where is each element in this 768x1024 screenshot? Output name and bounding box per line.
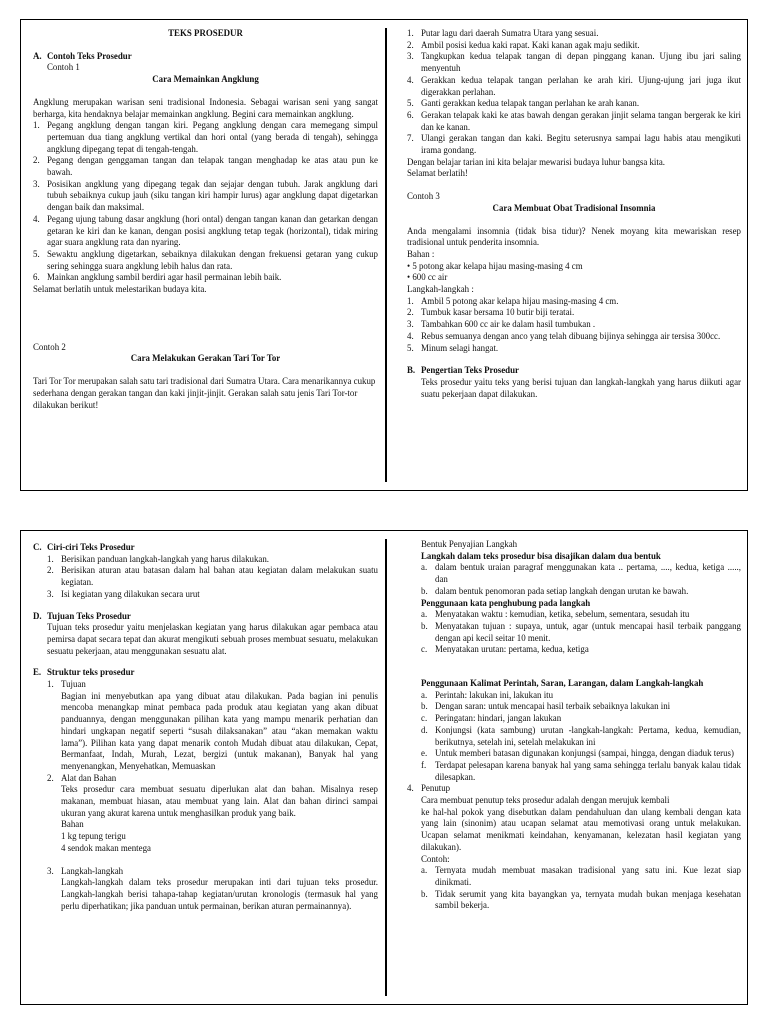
example-3-intro: Anda mengalami insomnia (tidak bisa tidur)? Nenek moyang kita mewariskan resep tradisional untuk penderita insomnia. <box>407 225 741 248</box>
list-item: 4. Gerakkan kedua telapak tangan perlahan ke arah kiri. Ujung-ujung jari juga ikut digerakkan perlahan. <box>407 74 741 97</box>
list-item: b. Menyatakan tujuan : supaya, untuk, agar (untuk mencapai hasil terbaik panggang dengan api kecil seitar 10 menit. <box>421 620 741 643</box>
section-e-label: E. <box>33 667 42 678</box>
list-item: 5. Ganti gerakkan kedua telapak tangan perlahan ke arah kanan. <box>407 98 640 109</box>
section-e-title: Struktur teks prosedur <box>47 667 135 678</box>
section-b-heading <box>407 365 741 377</box>
presentation-subheading: Langkah dalam teks prosedur bisa disajikan dalam dua bentuk <box>421 550 661 561</box>
list-item: f. Terdapat pelesapan karena banyak hal yang sama sehingga terlalu banyak kalau tidak dilesapkan. <box>421 759 741 782</box>
list-item: 7. Ulangi gerakan tangan dan kaki. Begitu seterusnya sampai lagu habis atau mengikuti irama gondang. <box>407 133 741 156</box>
list-item: a. Perintah: lakukan ini, lakukan itu <box>421 689 554 700</box>
example-1-intro: Angklung merupakan warisan seni tradisional Indonesia. Sebagai warisan seni yang sangat berharga, kita hendaknya belajar memainkan angklung. Begini cara memainkan angklung. <box>33 96 378 119</box>
list-item: 1. Ambil 5 potong akar kelapa hijau masing-masing 4 cm. <box>407 295 619 306</box>
example-2-label: Contoh 2 <box>33 341 66 352</box>
example-3-title: Cara Membuat Obat Tradisional Insomnia <box>492 202 656 213</box>
closing-text: ke hal-hal pokok yang disebutkan dalam pendahuluan dan ulang kembali dengan kata yang lain (sinonim) atau ucapan selamat atau memotivasi orang untuk melakukan. Ucapan selamat menikmati keindahan, kenyamanan, kelezatan hasil kegiatan yang dilakukan). <box>421 806 741 852</box>
list-item: 2. Pegang dengan genggaman tangan dan telapak tangan menghadap ke atas atau pun ke bawah. <box>33 155 378 178</box>
closing-title: Penutup <box>421 783 451 794</box>
structure-part-3: 3. Langkah-langkah Langkah-langkah dalam teks prosedur merupakan inti dari tujuan teks prosedur. Langkah-langkah berisi tahapa-tahap kegiatan/urutan kronologis (termasuk hal yang perlu diperhatikan; jika panduan untuk permainan, berikan aturan permainannya). <box>47 865 378 911</box>
conjunction-list <box>407 609 741 656</box>
structure-part-2-bahan: Bahan <box>61 819 84 830</box>
example-3-bahan-item: • 600 cc air <box>407 272 448 283</box>
page-one <box>20 19 748 491</box>
structure-part-3-text: Langkah-langkah dalam teks prosedur merupakan inti dari tujuan teks prosedur. Langkah-langkah berisi tahapa-tahap kegiatan/urutan kronologis (termasuk hal yang perlu diperhatikan; jika panduan untuk permainan, berikan aturan permainannya). <box>61 877 378 911</box>
page-two-right-column <box>407 539 741 912</box>
page-two-left-column <box>33 539 378 912</box>
list-item: a. Menyatakan waktu : kemudian, ketika, sebelum, sementara, sesudah itu <box>421 609 690 620</box>
list-item: 2. Tumbuk kasar bersama 10 butir biji teratai. <box>407 307 575 318</box>
structure-part-1-title: Tujuan <box>61 679 86 690</box>
closing-example-label: Contoh: <box>421 853 450 864</box>
section-a-heading <box>33 51 378 63</box>
example-1-steps <box>33 120 378 284</box>
list-item: c. Menyatakan urutan: pertama, kedua, ketiga <box>421 644 589 655</box>
example-3-steps-label: Langkah-langkah : <box>407 284 474 295</box>
list-item: c. Peringatan: hindari, jangan lakukan <box>421 713 562 724</box>
list-item: 1. Berisikan panduan langkah-langkah yang harus dilakukan. <box>47 553 270 564</box>
structure-part-2: 2. Alat dan Bahan Teks prosedur cara membuat sesuatu diperlukan alat dan bahan. Misalnya resep makanan, membuat hiasan, atau membuat yang lain. Alat dan bahan dirinci sampai ukuran yang akurat karena untuk menghasilkan produk yang baik. Bahan 1 kg tepung terigu 4 sendok makan mentega <box>47 772 378 853</box>
list-item: 6. Gerakan telapak kaki ke atas bawah dengan gerakan jinjit selama tangan bergerak ke kiri dan ke kanan. <box>407 109 741 132</box>
column-divider <box>385 28 387 482</box>
presentation-list <box>407 562 741 597</box>
structure-part-2-text: Teks prosedur cara membuat sesuatu diperlukan alat dan bahan. Misalnya resep makanan, membuat hiasan, atau membuat yang lain. Alat dan bahan dirinci sampai ukuran yang akurat karena untuk menghasilkan produk yang baik. <box>61 784 378 818</box>
example-2-steps <box>407 28 741 157</box>
conjunction-heading: Penggunaan kata penghubung pada langkah <box>421 597 591 608</box>
example-1-title: Cara Memainkan Angklung <box>152 74 259 85</box>
structure-part-2-bahan-item: 4 sendok makan mentega <box>61 842 151 853</box>
example-2-closing: Dengan belajar tarian ini kita belajar mewarisi budaya luhur bangsa kita. <box>407 156 666 167</box>
example-3-label: Contoh 3 <box>407 191 440 202</box>
page-two <box>20 530 748 1005</box>
structure-part-1-text: Bagian ini menyebutkan apa yang dibuat atau dilakukan. Pada bagian ini penulis mencoba menangkap minat pembaca pada produk atau kegiatan yang akan dibuat panduannya, dengan menggunakan pilihan kata yang mampu menarik perhatian dan hindari ungkapan negatif seperti “susah dilaksanakan” atau “akan memakan waktu lama”). Pilihan kata yang dapat menarik contoh Mudah dibuat atau dilakukan, Cepat, Bermanfaat, Indah, Murah, Lezat, bergizi (untuk makanan), Banyak hal yang menyenangkan, Menyehatkan, Memuaskan <box>61 690 378 771</box>
section-a-title: Contoh Teks Prosedur <box>47 50 132 61</box>
example-3-bahan-item: • 5 potong akar kelapa hijau masing-masing 4 cm <box>407 260 583 271</box>
example-2-greeting: Selamat berlatih! <box>407 168 468 179</box>
document-title: TEKS PROSEDUR <box>168 28 243 38</box>
section-e-heading <box>33 667 378 679</box>
list-item: 3. Tambahkan 600 cc air ke dalam hasil tumbukan . <box>407 319 596 330</box>
list-item: a. Ternyata mudah membuat masakan tradisional yang satu ini. Kue lezat siap dinikmati. <box>421 865 741 887</box>
section-c-heading <box>33 542 378 554</box>
page-one-right-column <box>407 28 741 400</box>
list-item: d. Konjungsi (kata sambung) urutan -langkah-langkah: Pertama, kedua, kemudian, berikutnya, setelah ini, setelah melakukan ini <box>421 724 741 747</box>
example-3-bahan-label: Bahan : <box>407 248 435 259</box>
example-2-title: Cara Melakukan Gerakan Tari Tor Tor <box>130 353 281 364</box>
closing-heading: 4. Penutup <box>407 783 451 794</box>
section-b-title: Pengertian Teks Prosedur <box>421 365 519 376</box>
list-item: b. Dengan saran: untuk mencapai hasil terbaik sebaiknya lakukan ini <box>421 701 671 712</box>
closing-intro: Cara membuat penutup teks prosedur adalah dengan merujuk kembali <box>421 795 670 806</box>
example-1-label: Contoh 1 <box>47 62 80 73</box>
section-d-title: Tujuan Teks Prosedur <box>47 610 131 621</box>
list-item: 2. Ambil posisi kedua kaki rapat. Kaki kanan agak maju sedikit. <box>407 39 640 50</box>
section-d-label: D. <box>33 610 42 621</box>
list-item: 2. Berisikan aturan atau batasan dalam hal bahan atau kegiatan dalam melakukan suatu kegiatan. <box>47 565 378 588</box>
sentence-heading: Penggunaan Kalimat Perintah, Saran, Larangan, dalam Langkah-langkah <box>421 678 704 689</box>
list-item: 5. Sewaktu angklung digetarkan, sebaiknya dilakukan dengan frekuensi getaran yang cukup sering sehingga suara angklung lebih halus dan rata. <box>33 248 378 271</box>
section-d-text: Tujuan teks prosedur yaitu menjelaskan kegiatan yang harus dilakukan agar pembaca atau pemirsa dapat secara tepat dan akurat mengikuti sebuah proses membuat sesuatu, melakukan sesuatu pekerjaan, atau menggunakan sesuatu alat. <box>47 622 378 656</box>
list-item: 4. Rebus semuanya dengan anco yang telah dibuang bijinya sehingga air tersisa 300cc. <box>407 330 721 341</box>
column-divider <box>385 539 387 996</box>
list-item: 4. Pegang ujung tabung dasar angklung (hori ontal) dengan tangan kanan dan getarkan dengan getaran ke kiri dan ke kanan, dengan posisi angklung tetap tegak (horizontal), tidak miring agar suara angklung rata dan nyaring. <box>33 213 378 248</box>
section-b-text: Teks prosedur yaitu teks yang berisi tujuan dan langkah-langkah yang harus diikuti agar suatu pekerjaan dapat dilakukan. <box>421 376 741 399</box>
section-c-label: C. <box>33 542 42 552</box>
list-item: 6. Mainkan angklung sambil berdiri agar hasil permainan lebih baik. <box>33 272 282 283</box>
list-item: b. dalam bentuk penomoran pada setiap langkah dengan urutan ke bawah. <box>421 585 689 596</box>
sentence-list <box>407 690 741 784</box>
list-item: a. dalam bentuk uraian paragraf menggunakan kata .. pertama, ...., kedua, ketiga ....., dan <box>421 562 741 585</box>
section-c-list <box>33 554 378 601</box>
structure-part-2-bahan-item: 1 kg tepung terigu <box>61 831 126 842</box>
list-item: 3. Posisikan angklung yang dipegang tegak dan sejajar dengan tubuh. Jarak angklung dari tubuh sebaiknya cukup jauh (siku tangan kiri hampir lurus) agar angklung dapat digetarkan dengan baik dan maksimal. <box>33 178 378 213</box>
page-one-left-column <box>33 28 378 411</box>
example-3-steps <box>407 296 741 355</box>
structure-part-1: 1. Tujuan Bagian ini menyebutkan apa yang dibuat atau dilakukan. Pada bagian ini penulis mencoba menangkap minat pembaca pada produk atau kegiatan yang akan dibuat panduannya, dengan menggunakan pilihan kata yang mampu menarik perhatian dan hindari ungkapan negatif seperti “susah dilaksanakan” atau “akan memakan waktu lama”). Pilihan kata yang dapat menarik contoh Mudah dibuat atau dilakukan, Cepat, Bermanfaat, Indah, Murah, Lezat, bergizi (untuk makanan), Banyak hal yang menyenangkan, Menyehatkan, Memuaskan <box>47 679 378 771</box>
list-item: b. Tidak serumit yang kita bayangkan ya, ternyata mudah bukan menjaga kesehatan sambil bekerja. <box>421 888 741 911</box>
example-2-intro: Tari Tor Tor merupakan salah satu tari tradisional dari Sumatra Utara. Cara menarikannya cukup sederhana dengan gerakan tangan dan kaki jinjit-jinjit. Gerakan salah satu jenis Tari Tor-tor dilakukan berikut! <box>33 376 376 410</box>
structure-part-3-title: Langkah-langkah <box>61 865 124 876</box>
list-item: 1. Pegang angklung dengan tangan kiri. Pegang angklung dengan cara memegang simpul pertemuan dua tiang angklung vertikal dan hori ontal (yang berada di tengah), sehingga angklung dipegang tepat di tengah-tengah. <box>33 120 378 154</box>
list-item: 1. Putar lagu dari daerah Sumatra Utara yang sesuai. <box>407 28 599 38</box>
section-a-label: A. <box>33 50 42 61</box>
presentation-heading: Bentuk Penyajian Langkah <box>421 539 518 549</box>
list-item: 3. Tangkupkan kedua telapak tangan di depan pinggang kanan. Ujung ibu jari saling menyentuh <box>407 51 741 74</box>
section-b-label: B. <box>407 365 416 376</box>
list-item: e. Untuk memberi batasan digunakan konjungsi (sampai, hingga, dengan diaduk terus) <box>421 748 734 759</box>
structure-part-2-title: Alat dan Bahan <box>61 772 117 783</box>
section-c-title: Ciri-ciri Teks Prosedur <box>47 542 135 552</box>
section-d-heading <box>33 611 378 623</box>
list-item: 3. Isi kegiatan yang dilakukan secara urut <box>47 588 200 599</box>
example-1-closing: Selamat berlatih untuk melestarikan budaya kita. <box>33 284 207 295</box>
closing-example-list <box>407 865 741 912</box>
list-item: 5. Minum selagi hangat. <box>407 342 499 353</box>
